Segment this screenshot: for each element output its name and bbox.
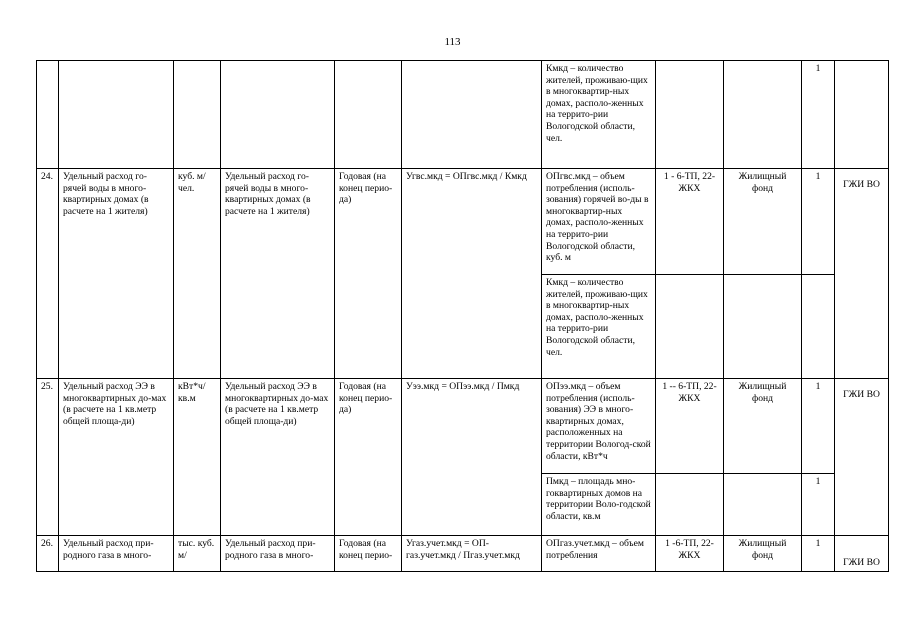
authority: ГЖИ ВО [835,379,889,536]
criterion [221,61,335,169]
param-code: 1 [802,474,835,536]
param-method [724,474,802,536]
formula [402,61,542,169]
param-code: 1 [802,61,835,169]
param-description: ОПээ.мкд – объем потребления (исполь-зования) ЭЭ в много-квартирных домах, расположенных на территории Вологод-ской области, кВт*ч [542,379,656,474]
row-number: 24. [37,169,59,379]
unit [174,61,221,169]
formula: Угаз.учет.мкд = ОП-газ.учет.мкд / Пгаз.учет.мкд [402,536,542,572]
unit: тыс. куб. м/ [174,536,221,572]
formula: Уээ.мкд = ОПээ.мкд / Пмкд [402,379,542,536]
authority: ГЖИ ВО [835,169,889,379]
param-method: Жилищный фонд [724,379,802,474]
row-number: 25. [37,379,59,536]
period: Годовая (на конец перио- [335,536,402,572]
param-method: Жилищный фонд [724,536,802,572]
param-description: Пмкд – площадь мно-гоквартирных домов на территории Воло-годской области, кв.м [542,474,656,536]
table-row [37,536,889,572]
indicator-table [36,60,889,572]
row-number [37,61,59,169]
param-method: Жилищный фонд [724,169,802,275]
criterion: Удельный расход при-родного газа в много- [221,536,335,572]
period: Годовая (на конец перио-да) [335,169,402,379]
criterion: Удельный расход ЭЭ в многоквартирных до-мах (в расчете на 1 кв.метр общей площа-ди) [221,379,335,536]
param-description: Кмкд – количество жителей, проживаю-щих в многоквартир-ных домах, располо-женных на террито-рии Вологодской области, чел. [542,61,656,169]
period: Годовая (на конец перио-да) [335,379,402,536]
param-code: 1 [802,536,835,572]
unit: кВт*ч/ кв.м [174,379,221,536]
param-source [656,61,724,169]
period [335,61,402,169]
indicator-name: Удельный расход ЭЭ в многоквартирных до-мах (в расчете на 1 кв.метр общей площа-ди) [59,379,174,536]
unit: куб. м/ чел. [174,169,221,379]
param-method [724,61,802,169]
param-description: ОПгаз.учет.мкд – объем потребления [542,536,656,572]
page-number: 113 [444,36,461,48]
table-row [37,169,889,275]
param-source [656,474,724,536]
param-code: 1 [802,379,835,474]
indicator-name [59,61,174,169]
table-row [37,61,889,169]
param-source [656,275,724,379]
indicator-name: Удельный расход при-родного газа в много- [59,536,174,572]
param-code [802,275,835,379]
param-source: 1 -6-ТП, 22-ЖКХ [656,536,724,572]
criterion: Удельный расход го-рячей воды в много-квартирных домах (в расчете на 1 жителя) [221,169,335,379]
param-description: Кмкд – количество жителей, проживаю-щих в многоквартир-ных домах, располо-женных на террито-рии Вологодской области, чел. [542,275,656,379]
param-method [724,275,802,379]
authority: ГЖИ ВО [835,536,889,572]
authority [835,61,889,169]
row-number: 26. [37,536,59,572]
table-row [37,379,889,474]
param-description: ОПгвс.мкд – объем потребления (исполь-зования) горячей во-ды в многоквартир-ных домах, располо-женных на террито-рии Вологодской области, куб. м [542,169,656,275]
param-source: 1 -- 6-ТП, 22-ЖКХ [656,379,724,474]
indicator-name: Удельный расход го-рячей воды в много-квартирных домах (в расчете на 1 жителя) [59,169,174,379]
formula: Угвс.мкд = ОПгвс.мкд / Кмкд [402,169,542,379]
param-source: 1 - 6-ТП, 22-ЖКХ [656,169,724,275]
param-code: 1 [802,169,835,275]
